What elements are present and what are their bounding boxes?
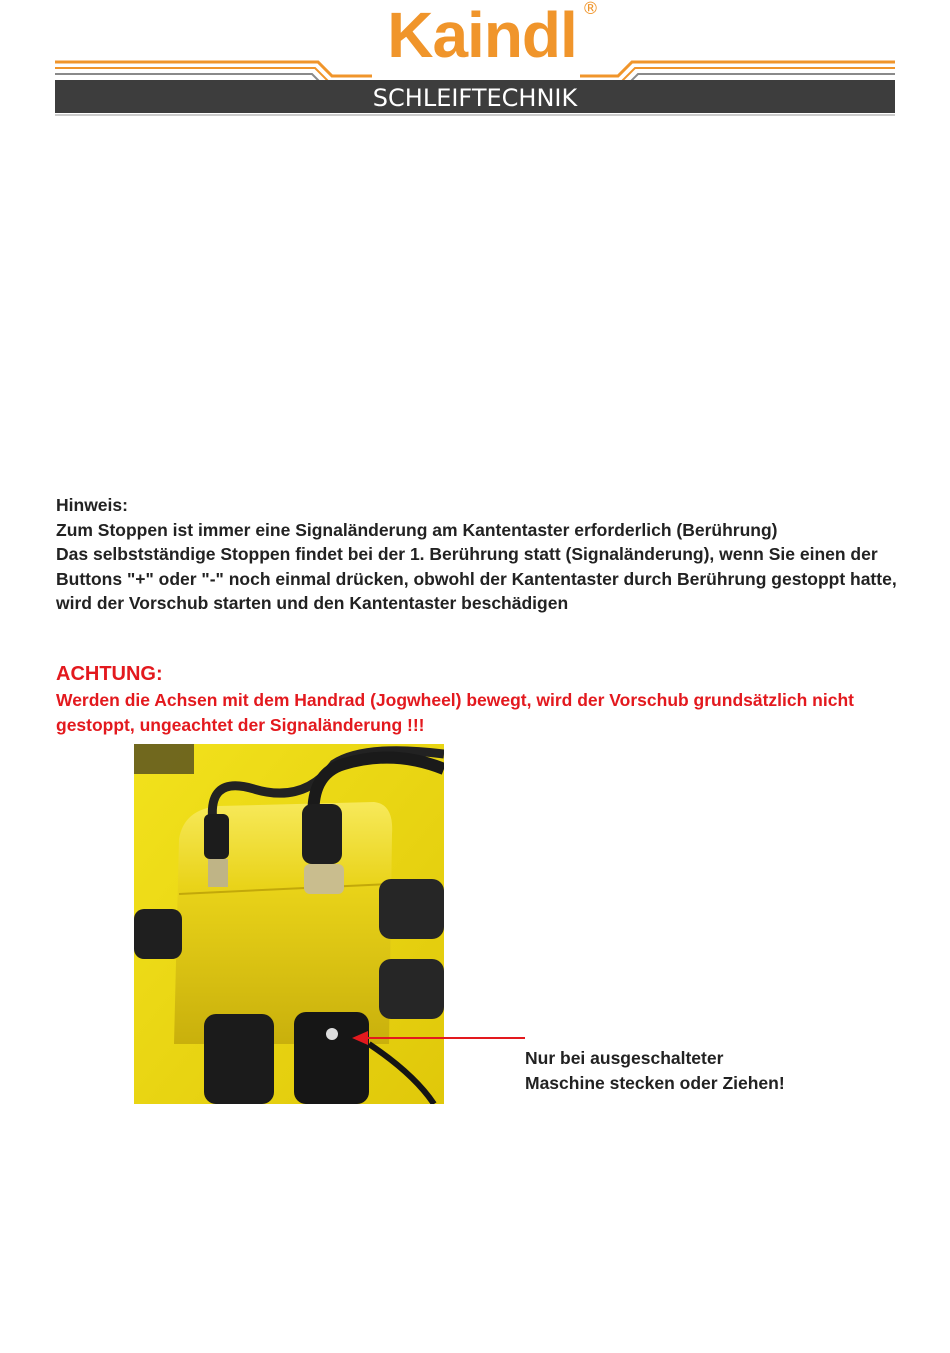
note-block [56,493,906,616]
pointer-arrow [340,1020,540,1060]
photo-caption [525,1046,885,1095]
caption-line-2: Maschine stecken oder Ziehen! [525,1072,785,1093]
page-header [0,0,950,120]
note-line-1: Zum Stoppen ist immer eine Signaländerung am Kantentaster erforderlich (Berührung) [56,519,778,540]
header-subtitle: SCHLEIFTECHNIK [372,84,578,112]
note-line-2: Das selbstständige Stoppen findet bei der 1. Berührung statt (Signaländerung), wenn Sie einen der Buttons "+" oder "-" noch einmal drücken, obwohl der Kantentaster durch Berührung gestoppt hatte, wird der Vorschub starten und den Kantentaster beschädigen [56,544,897,613]
caption-line-1: Nur bei ausgeschalteter [525,1048,724,1068]
note-heading: Hinweis: [56,495,128,515]
warning-title: ACHTUNG: [56,663,163,685]
brand-logo: Kaindl [387,0,577,71]
registered-mark: ® [582,0,599,19]
warning-text: Werden die Achsen mit dem Handrad (Jogwheel) bewegt, wird der Vorschub grundsätzlich nicht gestoppt, ungeachtet der Signaländerung !!! [56,690,854,735]
